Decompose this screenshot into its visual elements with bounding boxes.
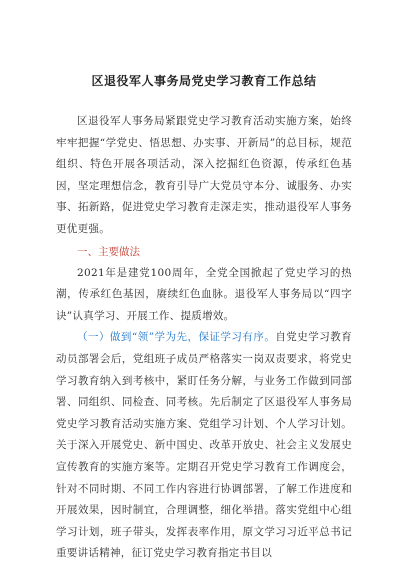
document-title: 区退役军人事务局党史学习教育工作总结 (91, 74, 317, 88)
intro-paragraph: 区退役军人事务局紧跟党史学习教育活动实施方案，始终牢牢把握“学党史、悟思想、办实事、开新局”的总目标，规范组织、特色开展各项活动，深入挖掘红色资源，传承红色基因，坚定理想信念，教育引导广大党员守本分、诚服务、办实事、拓新路，促进党史学习教育走深走实，推动退役军人事务更优更强。 (56, 115, 352, 235)
subsection-heading: （一）做到“领”学为先，保证学习有序。 (77, 331, 276, 344)
subsection-paragraph (56, 327, 352, 565)
section-heading-main-practices: 一、主要做法 (77, 245, 140, 258)
section-paragraph: 2021年是建党100周年，全党全国掀起了党史学习的热潮，传承红色基因，赓续红色血脉。退役军人事务局以“四字诀”认真学习、开展工作、提质增效。 (56, 266, 352, 322)
subsection-text: 自党史学习教育动员部署会后，党组班子成员严格落实一岗双责要求，将党史学习教育纳入到考核中，紧盯任务分解，与业务工作做到同部署、同组织、同检查、同考核。先后制定了区退役军人事务局党史学习教育活动实施方案、党组学习计划、个人学习计划。关于深入开展党史、新中国史、改革开放史、社会主义发展史宣传教育的实施方案等。定期召开党史学习教育工作调度会，针对不同时期、不同工作内容进行协调部署，了解工作进度和开展效果，因时制宜，合理调整，细化举措。落实党组中心组学习计划，班子带头，发挥表率作用，原文学习习近平总书记重要讲话精神，征订党史学习教育指定书目以 (56, 331, 352, 560)
